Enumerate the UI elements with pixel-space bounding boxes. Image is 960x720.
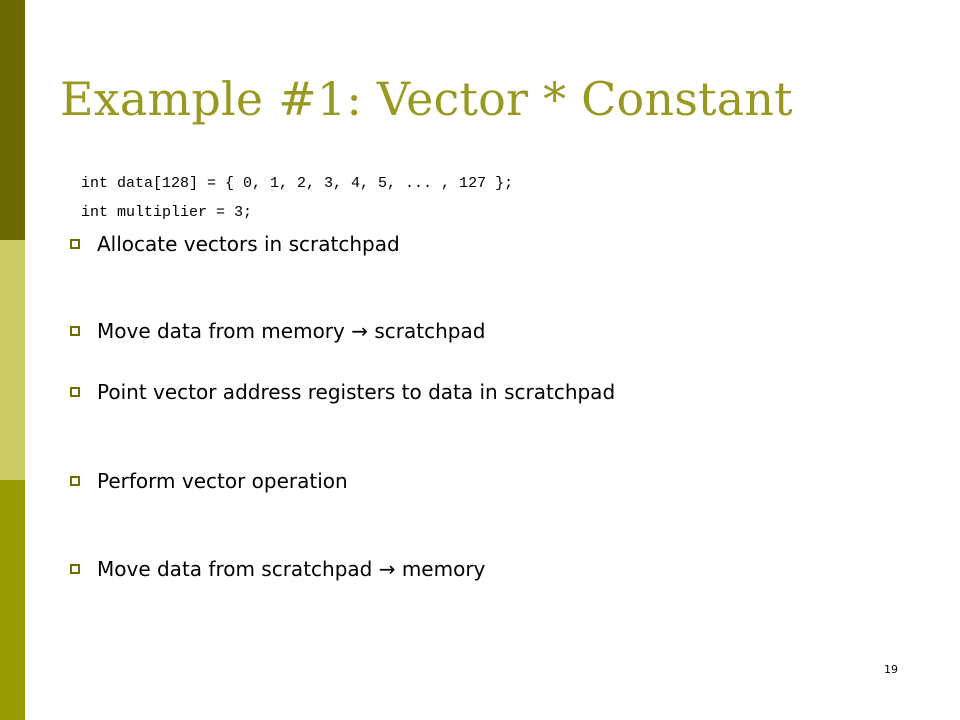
- page-number: 19: [884, 663, 898, 676]
- slide-title: Example #1: Vector * Constant: [60, 72, 793, 126]
- bullet-item: [70, 554, 485, 584]
- hollow-square-icon: [70, 476, 80, 486]
- sidebar-segment-light: [0, 240, 25, 480]
- bullet-item: [70, 316, 485, 346]
- sidebar-segment-dark: [0, 0, 25, 240]
- hollow-square-icon: [70, 239, 80, 249]
- bullet-text: Move data from memory → scratchpad: [97, 319, 486, 343]
- bullet-item: [70, 229, 400, 259]
- code-line-multiplier-declaration: int multiplier = 3;: [81, 204, 253, 221]
- bullet-text: Move data from scratchpad → memory: [97, 557, 486, 581]
- sidebar-accent-bar: [0, 0, 25, 720]
- bullet-text: Point vector address registers to data in scratchpad: [97, 380, 616, 404]
- bullet-item: [70, 466, 348, 496]
- bullet-text: Perform vector operation: [97, 469, 348, 493]
- hollow-square-icon: [70, 387, 80, 397]
- bullet-text: Allocate vectors in scratchpad: [97, 232, 400, 256]
- code-line-data-declaration: int data[128] = { 0, 1, 2, 3, 4, 5, ... , 127 };: [81, 175, 514, 192]
- hollow-square-icon: [70, 564, 80, 574]
- sidebar-segment-medium: [0, 480, 25, 720]
- bullet-item: [70, 377, 615, 407]
- hollow-square-icon: [70, 326, 80, 336]
